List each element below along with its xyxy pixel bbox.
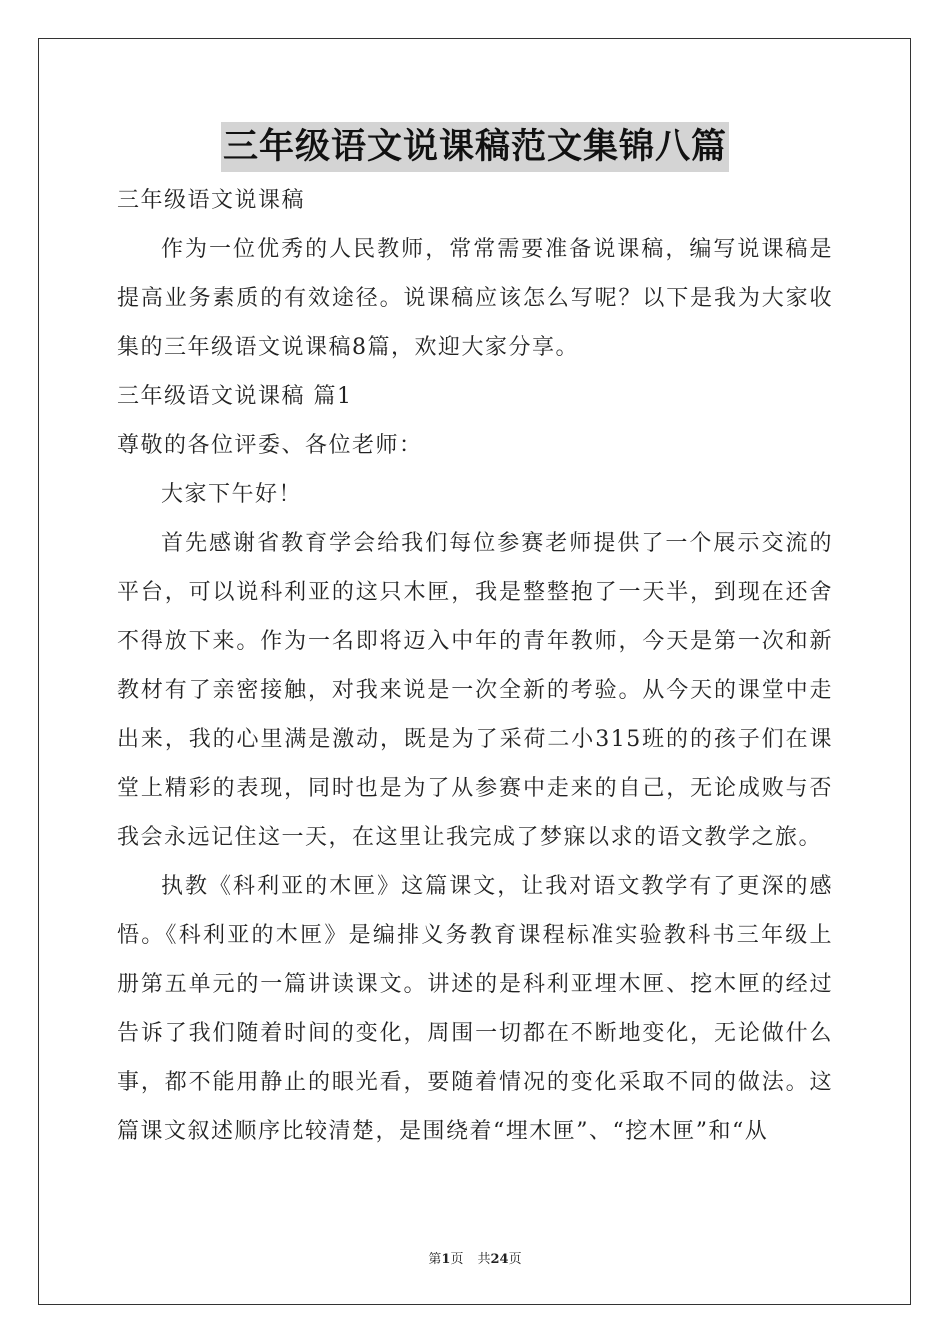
paragraph: 三年级语文说课稿 xyxy=(117,188,306,213)
page-footer xyxy=(0,1248,950,1267)
footer-total-pages: 24 xyxy=(490,1252,509,1267)
footer-total-prefix: 共 xyxy=(477,1252,491,1267)
footer-total-suffix: 页 xyxy=(508,1252,522,1267)
paragraph: 首先感谢省教育学会给我们每位参赛老师提供了一个展示交流的平台，可以说科利亚的这只木匣，我是整整抱了一天半，到现在还舍不得放下来。作为一名即将迈入中年的青年教师，今天是第一次和新教材有了亲密接触，对我来说是一次全新的考验。从今天的课堂中走出来，我的心里满是激动，既是为了采荷二小315班的的孩子们在课堂上精彩的表现，同时也是为了从参赛中走来的自己，无论成败与否我会永远记住这一天，在这里让我完成了梦寐以求的语文教学之旅。 xyxy=(117,531,833,850)
paragraph: 大家下午好！ xyxy=(161,482,303,507)
footer-page-number: 1 xyxy=(441,1252,451,1267)
footer-page-prefix: 第 xyxy=(428,1252,442,1267)
paragraph: 作为一位优秀的人民教师，常常需要准备说课稿，编写说课稿是提高业务素质的有效途径。说课稿应该怎么写呢？以下是我为大家收集的三年级语文说课稿8篇，欢迎大家分享。 xyxy=(117,237,833,360)
paragraph: 三年级语文说课稿 篇1 xyxy=(117,384,353,409)
footer-page-suffix: 页 xyxy=(450,1252,464,1267)
document-body xyxy=(117,176,833,1156)
paragraph: 尊敬的各位评委、各位老师： xyxy=(117,433,423,458)
title-container xyxy=(0,122,950,172)
document-title: 三年级语文说课稿范文集锦八篇 xyxy=(221,122,729,172)
paragraph: 执教《科利亚的木匣》这篇课文，让我对语文教学有了更深的感悟。《科利亚的木匣》是编排义务教育课程标准实验教科书三年级上册第五单元的一篇讲读课文。讲述的是科利亚埋木匣、挖木匣的经过告诉了我们随着时间的变化，周围一切都在不断地变化，无论做什么事，都不能用静止的眼光看，要随着情况的变化采取不同的做法。这篇课文叙述顺序比较清楚，是围绕着“埋木匣”、“挖木匣”和“从 xyxy=(117,874,833,1144)
